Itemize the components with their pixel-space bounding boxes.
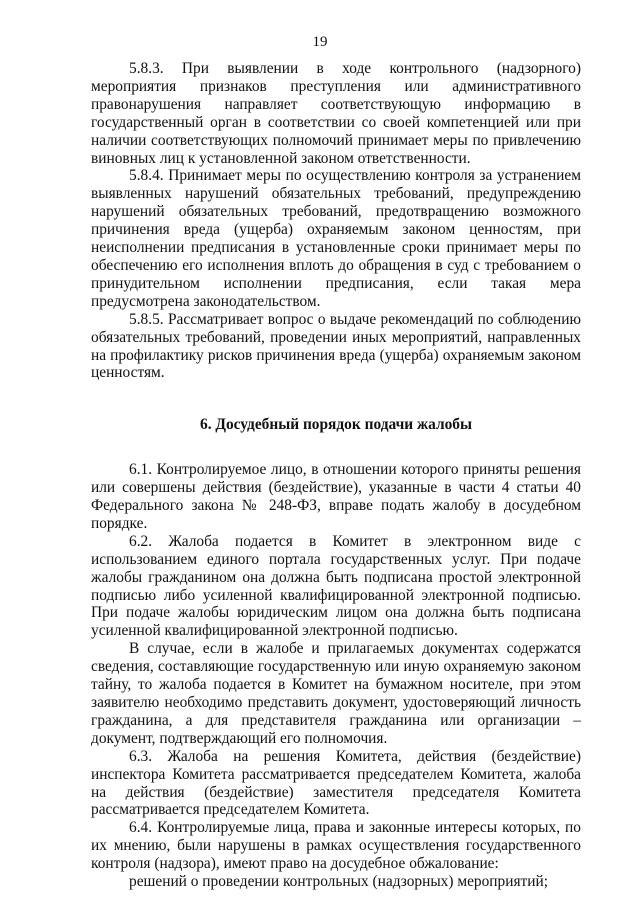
- paragraph-5-8-3: 5.8.3. При выявлении в ходе контрольного (надзорного) мероприятия признаков преступления или административного правонарушения направляет соответствующую информацию в государственный орган в соответствии со своей компетенцией или при наличии соответствующих полномочий принимает меры по привлечению виновных лиц к установленной законом ответственности.: [91, 60, 581, 167]
- page-number: 19: [312, 34, 328, 50]
- paragraph-6-2-continued: В случае, если в жалобе и прилагаемых документах содержатся сведения, составляющие государственную или иную охраняемую законом тайну, то жалоба подается в Комитет на бумажном носителе, при этом заявителю необходимо представить документ, удостоверяющий личность гражданина, а для представителя гражданина или организации – документ, подтверждающий его полномочия.: [91, 640, 581, 747]
- paragraph-5-8-5: 5.8.5. Рассматривает вопрос о выдаче рекомендаций по соблюдению обязательных требований, проведении иных мероприятий, направленных на профилактику рисков причинения вреда (ущерба) охраняемым законом ценностям.: [91, 310, 581, 382]
- document-body: [91, 60, 581, 891]
- paragraph-6-3: 6.3. Жалоба на решения Комитета, действия (бездействие) инспектора Комитета рассматривается председателем Комитета, жалоба на действия (бездействие) заместителя председателя Комитета рассматривается председателем Комитета.: [91, 747, 581, 819]
- paragraph-6-4: 6.4. Контролируемые лица, права и законные интересы которых, по их мнению, были нарушены в рамках осуществления государственного контроля (надзора), имеют право на досудебное обжалование:: [91, 819, 581, 873]
- section-6-heading: 6. Досудебный порядок подачи жалобы: [200, 416, 472, 434]
- paragraph-6-2: 6.2. Жалоба подается в Комитет в электронном виде с использованием единого портала государственных услуг. При подаче жалобы гражданином она должна быть подписана простой электронной подписью либо усиленной квалифицированной электронной подписью. При подаче жалобы юридическим лицом она должна быть подписана усиленной квалифицированной электронной подписью.: [91, 532, 581, 640]
- paragraph-5-8-4: 5.8.4. Принимает меры по осуществлению контроля за устранением выявленных нарушений обязательных требований, предупреждению нарушений обязательных требований, предотвращению возможного причинения вреда (ущерба) охраняемым законом ценностям, при неисполнении предписания в установленные сроки принимает меры по обеспечению его исполнения вплоть до обращения в суд с требованием о принудительном исполнении предписания, если такая мера предусмотрена законодательством.: [91, 167, 581, 310]
- paragraph-6-1: 6.1. Контролируемое лицо, в отношении которого приняты решения или совершены действия (бездействие), указанные в части 4 статьи 40 Федерального закона № 248-ФЗ, вправе подать жалобу в досудебном порядке.: [91, 461, 581, 532]
- paragraph-6-4-item: решений о проведении контрольных (надзорных) мероприятий;: [129, 873, 549, 891]
